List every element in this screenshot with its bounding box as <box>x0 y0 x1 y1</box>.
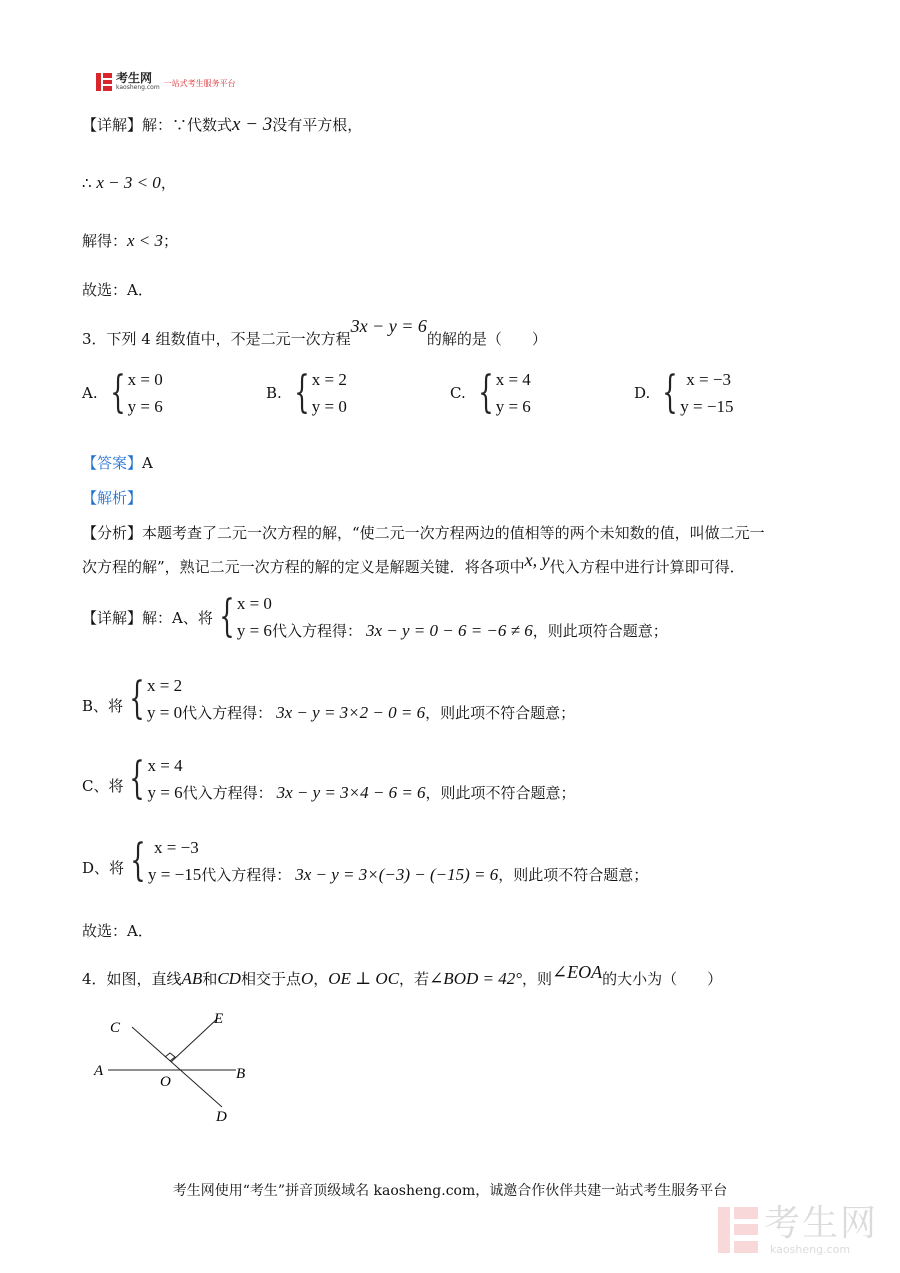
option-c-y: y = 6 <box>495 397 531 416</box>
brace-icon: { <box>130 835 146 886</box>
logo-icon <box>96 73 112 91</box>
q2-expr: x − 3 <box>232 114 273 135</box>
q2-solve <box>82 230 178 251</box>
option-a-label: A. <box>82 384 98 402</box>
watermark-logo-icon <box>718 1207 758 1253</box>
brace-icon: { <box>109 367 126 418</box>
q4-perp: OE ⊥ OC <box>328 969 400 988</box>
answer-value: A <box>142 454 153 472</box>
q3-stem-pre: 3．下列 4 组数值中，不是二元一次方程 <box>82 330 351 348</box>
detail-d-x: x = −3 <box>154 838 199 857</box>
q4-if: ，若 <box>399 970 430 988</box>
label-e: E <box>214 1011 224 1027</box>
detail-c-post: ，则此项不符合题意； <box>425 784 576 802</box>
analysis-vars: x, y <box>524 550 550 570</box>
option-d-y: y = −15 <box>680 397 734 416</box>
q2-inequality: x − 3 < 0 <box>96 173 161 192</box>
analysis-line-2 <box>82 550 745 577</box>
brace-icon: { <box>662 367 678 418</box>
option-b-label: B. <box>266 384 282 402</box>
q4-angle: ∠BOD = 42° <box>429 969 523 988</box>
analysis-line-2-pre: 次方程的解”，熟记二元一次方程的解的定义是解题关键．将各项中 <box>82 558 525 576</box>
detail-c-y: y = 6 <box>147 783 183 802</box>
q4-stem-pre: 4．如图，直线 <box>82 970 182 988</box>
q2-detail-text: 解：∵代数式 <box>142 116 233 134</box>
option-c-x: x = 4 <box>495 370 531 389</box>
answer-line <box>82 452 153 473</box>
detail-d-mid: 代入方程得： <box>201 866 292 884</box>
detail-d-calc: 3x − y = 3×(−3) − (−15) = 6 <box>295 864 499 884</box>
option-d-x: x = −3 <box>686 370 731 389</box>
detail-b-x: x = 2 <box>147 676 183 695</box>
q4-comma: ， <box>313 970 329 988</box>
ray-oe <box>171 1019 217 1062</box>
brace-icon: { <box>219 591 235 642</box>
brace-icon: { <box>129 753 146 804</box>
brace-icon: { <box>294 367 310 418</box>
q4-meet: 相交于点 <box>240 970 301 988</box>
detail-d <box>82 834 648 888</box>
label-a: A <box>94 1063 104 1079</box>
q4-stem-post: 的大小为（ ） <box>602 970 723 988</box>
analysis-line-1: 【分析】本题考查了二元一次方程的解，“使二元一次方程两边的值相等的两个未知数的值，叫做二元一 <box>82 524 765 542</box>
detail-a-x: x = 0 <box>236 594 272 613</box>
option-b <box>266 366 347 420</box>
detail-b-y: y = 0 <box>147 703 183 722</box>
q3-stem-post: 的解的是（ ） <box>426 330 547 348</box>
watermark-name: 考生网 <box>764 1203 879 1244</box>
q2-detail-line <box>82 114 362 136</box>
q4-o: O <box>300 969 314 988</box>
q2-solve-value: x < 3 <box>127 231 164 250</box>
detail-b-mid: 代入方程得： <box>182 704 273 722</box>
option-a-y: y = 6 <box>127 397 163 416</box>
option-b-x: x = 2 <box>311 370 347 389</box>
detail-b-post: ，则此项不符合题意； <box>425 704 576 722</box>
option-b-y: y = 0 <box>311 397 347 416</box>
detail-tag: 【详解】 <box>82 116 143 134</box>
label-d: D <box>216 1109 227 1125</box>
q2-detail-text-end: 没有平方根， <box>272 116 363 134</box>
q4-stem <box>82 962 723 989</box>
q2-step2 <box>82 172 176 193</box>
logo-slogan: 一站式考生服务平台 <box>163 79 236 88</box>
detail-a-pre: 【详解】解：A、将 <box>82 608 213 627</box>
header-logo <box>96 72 236 91</box>
option-c <box>450 366 531 420</box>
q4-then: ，则 <box>522 970 553 988</box>
q2-solve-label: 解得： <box>82 232 128 250</box>
detail-c-mid: 代入方程得： <box>182 784 273 802</box>
option-d <box>634 366 733 420</box>
logo-name: 考生网 <box>116 71 153 85</box>
detail-a-post: ，则此项符合题意； <box>532 622 668 640</box>
q4-and: 和 <box>202 970 218 988</box>
detail-b-calc: 3x − y = 3×2 − 0 = 6 <box>276 702 426 722</box>
option-a <box>82 366 163 420</box>
detail-a-y: y = 6 <box>236 621 272 640</box>
q3-choose: 故选：A． <box>82 922 153 940</box>
q4-ab: AB <box>181 969 203 988</box>
q3-equation: 3x − y = 6 <box>350 316 427 336</box>
watermark-domain: kaosheng.com <box>770 1243 851 1256</box>
brace-icon: { <box>129 673 145 724</box>
label-b: B <box>236 1066 246 1082</box>
option-c-label: C. <box>450 384 466 402</box>
detail-b-pre: B、将 <box>82 696 124 715</box>
q2-step2-suffix: ， <box>160 174 176 192</box>
detail-a-calc: 3x − y = 0 − 6 = −6 ≠ 6 <box>365 620 533 640</box>
label-c: C <box>110 1020 121 1036</box>
detail-c <box>82 752 576 806</box>
detail-d-pre: D、将 <box>82 858 125 877</box>
q2-solve-suffix: ； <box>163 232 179 250</box>
logo-domain: kaosheng.com <box>116 84 160 91</box>
q4-figure <box>90 1005 270 1130</box>
q2-choose: 故选：A． <box>82 281 153 299</box>
watermark <box>718 1204 878 1256</box>
detail-c-calc: 3x − y = 3×4 − 6 = 6 <box>276 782 426 802</box>
analysis-line-2-post: 代入方程中进行计算即可得． <box>549 558 745 576</box>
therefore-symbol: ∴ <box>82 174 97 192</box>
detail-a-mid: 代入方程得： <box>271 622 362 640</box>
q4-target: ∠EOA <box>552 962 603 982</box>
brace-icon: { <box>478 367 494 418</box>
line-cd <box>132 1027 222 1107</box>
footer-text: 考生网使用“考生”拼音顶级域名 kaosheng.com，诚邀合作伙伴共建一站式考生服务平台 <box>172 1183 728 1199</box>
option-d-label: D. <box>634 384 651 402</box>
detail-b <box>82 672 575 726</box>
detail-c-x: x = 4 <box>147 756 183 775</box>
detail-c-pre: C、将 <box>82 776 124 795</box>
answer-tag: 【答案】 <box>82 454 143 472</box>
label-o: O <box>160 1074 171 1090</box>
option-a-x: x = 0 <box>127 370 163 389</box>
q3-stem <box>82 316 547 349</box>
analysis-tag: 【解析】 <box>82 489 143 507</box>
q4-cd: CD <box>217 969 241 988</box>
detail-d-y: y = −15 <box>148 865 202 884</box>
detail-d-post: ，则此项不符合题意； <box>498 866 649 884</box>
detail-a <box>82 590 668 644</box>
